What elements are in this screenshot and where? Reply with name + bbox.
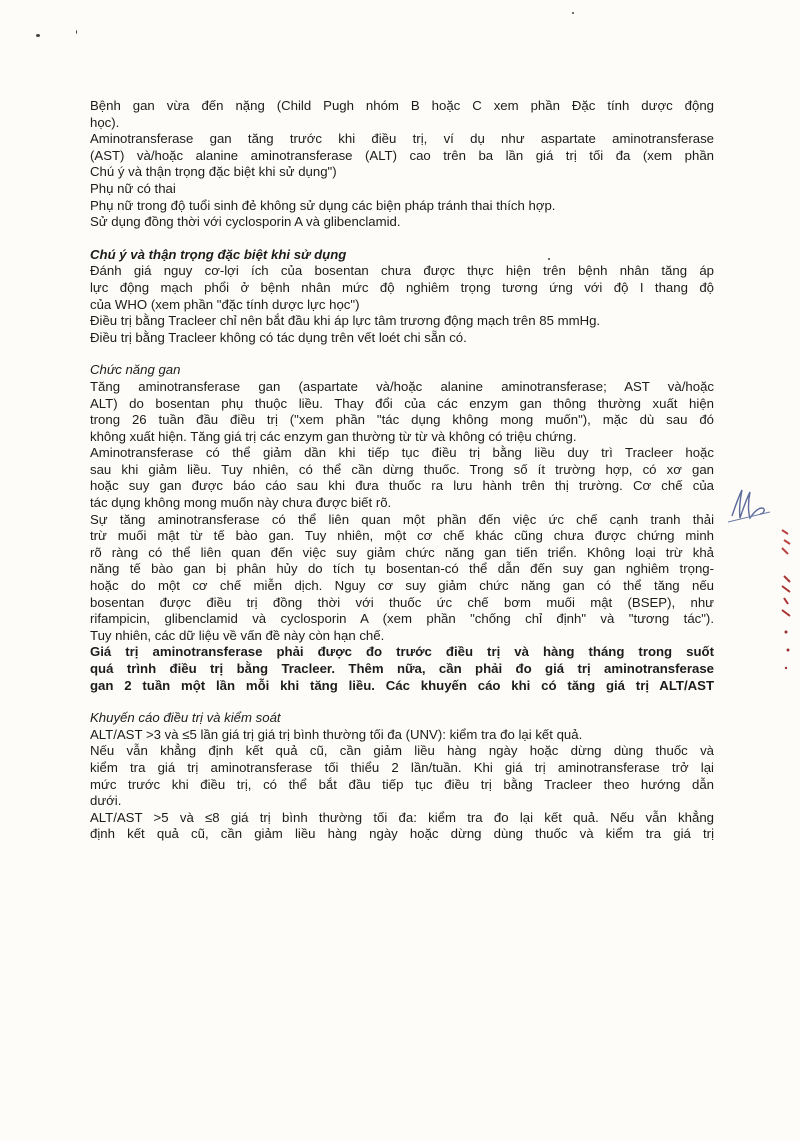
- text-line: Sử dụng đồng thời với cyclosporin A và glibenclamid.: [90, 214, 401, 230]
- text-line: Aminotransferase có thể giảm dần khi tiếp tục điều trị bằng liều duy trì Tracleer hoặc: [90, 445, 714, 461]
- text-line: Phụ nữ có thai: [90, 180, 176, 196]
- text-line: Điều trị bằng Tracleer không có tác dụng trên vết loét chi sẵn có.: [90, 329, 467, 345]
- text-line: Sự tăng aminotransferase có thể liên quan một phần đến việc ức chế cạnh tranh thải: [90, 511, 714, 527]
- bold-text-line: quá trình điều trị bằng Tracleer. Thêm nữa, cần phải đo giá trị aminotransferase: [90, 661, 714, 676]
- scan-speck: [36, 34, 40, 37]
- section-monitoring: [90, 710, 714, 843]
- text-line: hoặc suy gan được báo cáo sau khi đưa thuốc ra lưu hành trên thị trường. Cơ chế của: [90, 478, 714, 494]
- text-line: rifampicin, glibenclamid và cyclosporin A (xem phần "chống chỉ định" và "tương tác").: [90, 611, 714, 627]
- bold-text-line: Giá trị aminotransferase phải được đo trước điều trị và hàng tháng trong suốt: [90, 644, 714, 660]
- contraindications-continued: [90, 98, 714, 231]
- text-line: lực động mạch phổi ở bệnh nhân mức độ nghiêm trọng tương ứng với độ I thang độ: [90, 279, 714, 295]
- text-line: Aminotransferase gan tăng trước khi điều trị, ví dụ như aspartate aminotransferase: [90, 131, 714, 147]
- text-line: Bệnh gan vừa đến nặng (Child Pugh nhóm B hoặc C xem phần Đặc tính dược động: [90, 98, 714, 113]
- section-warnings: [90, 247, 714, 347]
- text-line: dưới.: [90, 793, 122, 809]
- text-line: Nếu vẫn khẳng định kết quả cũ, cần giảm liều hàng ngày hoặc dừng dùng thuốc và: [90, 743, 714, 759]
- text-line: trừ muối mật từ tế bào gan. Tuy nhiên, một cơ chế khác cũng chưa được chứng minh: [90, 528, 714, 544]
- text-line: bosentan được điều trị đồng thời với thuốc ức chế bơm muối mật (BSEP), như: [90, 594, 714, 610]
- text-line: rõ ràng có thể liên quan đến việc suy giảm chức năng gan tiến triển. Không loại trừ khả: [90, 544, 714, 560]
- text-line: (AST) và/hoặc alanine aminotransferase (ALT) cao trên ba lần giá trị tối đa (xem phần: [90, 147, 714, 163]
- text-line: Điều trị bằng Tracleer chỉ nên bắt đầu khi áp lực tâm trương động mạch trên 85 mmHg.: [90, 313, 601, 329]
- text-line: ALT/AST >5 và ≤8 giá trị bình thường tối đa: kiểm tra đo lại kết quả. Nếu vẫn khẳng: [90, 809, 714, 825]
- text-line: Tuy nhiên, các dữ liệu về vấn đề này còn hạn chế.: [90, 627, 385, 643]
- text-line: Đánh giá nguy cơ-lợi ích của bosentan chưa được thực hiện trên bệnh nhân tăng áp: [90, 263, 714, 279]
- text-line: hoặc do một cơ chế miễn dịch. Nguy cơ suy giảm chức năng gan có thể tăng nếu: [90, 578, 714, 594]
- bold-text-line: gan 2 tuần một lần mỗi khi tăng liều. Các khuyến cáo khi có tăng giá trị ALT/AST: [90, 677, 714, 693]
- scan-speck: [76, 30, 77, 34]
- margin-tick-marks: [776, 520, 796, 680]
- document-page: [90, 98, 714, 843]
- text-line: tác dụng không mong muốn này chưa được biết rõ.: [90, 495, 392, 511]
- margin-marks: [776, 520, 796, 680]
- scan-speck: [572, 12, 574, 14]
- text-line: Tăng aminotransferase gan (aspartate và/hoặc alanine aminotransferase; AST và/hoặc: [90, 378, 714, 394]
- text-line: kiểm tra giá trị aminotransferase tối thiểu 2 lần/tuần. Khi giá trị aminotransferase trở lại: [90, 759, 714, 775]
- text-line: không xuất hiện. Tăng giá trị các enzym gan thường từ từ và không có triệu chứng.: [90, 428, 577, 444]
- text-line: mức trước khi điều trị, có thể bắt đầu tiếp tục điều trị bằng Tracleer theo hướng dẫn: [90, 776, 714, 792]
- text-line: Phụ nữ trong độ tuổi sinh đẻ không sử dụng các biện pháp tránh thai thích hợp.: [90, 197, 556, 213]
- text-line: ALT) do bosentan phụ thuộc liều. Thay đổi của các enzym gan thông thường xuất hiện: [90, 395, 714, 411]
- text-line: trong 26 tuần đầu điều trị ("xem phần "tác dụng không mong muốn"), mặc dù sau đó: [90, 412, 714, 428]
- text-line: định kết quả cũ, cần giảm liều hàng ngày hoặc dừng dùng thuốc và kiểm tra giá trị: [90, 826, 714, 842]
- section-heading: Chức năng gan: [90, 362, 181, 378]
- handwritten-initial: [726, 482, 772, 528]
- text-line: ALT/AST >3 và ≤5 lần giá trị giá trị bình thường tối đa (UNV): kiểm tra đo lại kết quả.: [90, 726, 583, 742]
- text-line: học).: [90, 114, 120, 130]
- section-heading: Chú ý và thận trọng đặc biệt khi sử dụng: [90, 246, 347, 262]
- text-line: năng tế bào gan bị phân hủy do tích tụ bosentan-có thể dẫn đến suy gan nghiêm trọng-: [90, 561, 714, 577]
- section-heading: Khuyến cáo điều trị và kiểm soát: [90, 710, 281, 726]
- text-line: Chú ý và thận trọng đặc biệt khi sử dụng"): [90, 164, 337, 180]
- text-line: của WHO (xem phần "đặc tính dược lực học"): [90, 296, 360, 312]
- text-line: sau khi giảm liều. Tuy nhiên, có thể cần dừng thuốc. Trong số ít trường hợp, có xơ gan: [90, 461, 714, 477]
- section-liver-function: [90, 362, 714, 694]
